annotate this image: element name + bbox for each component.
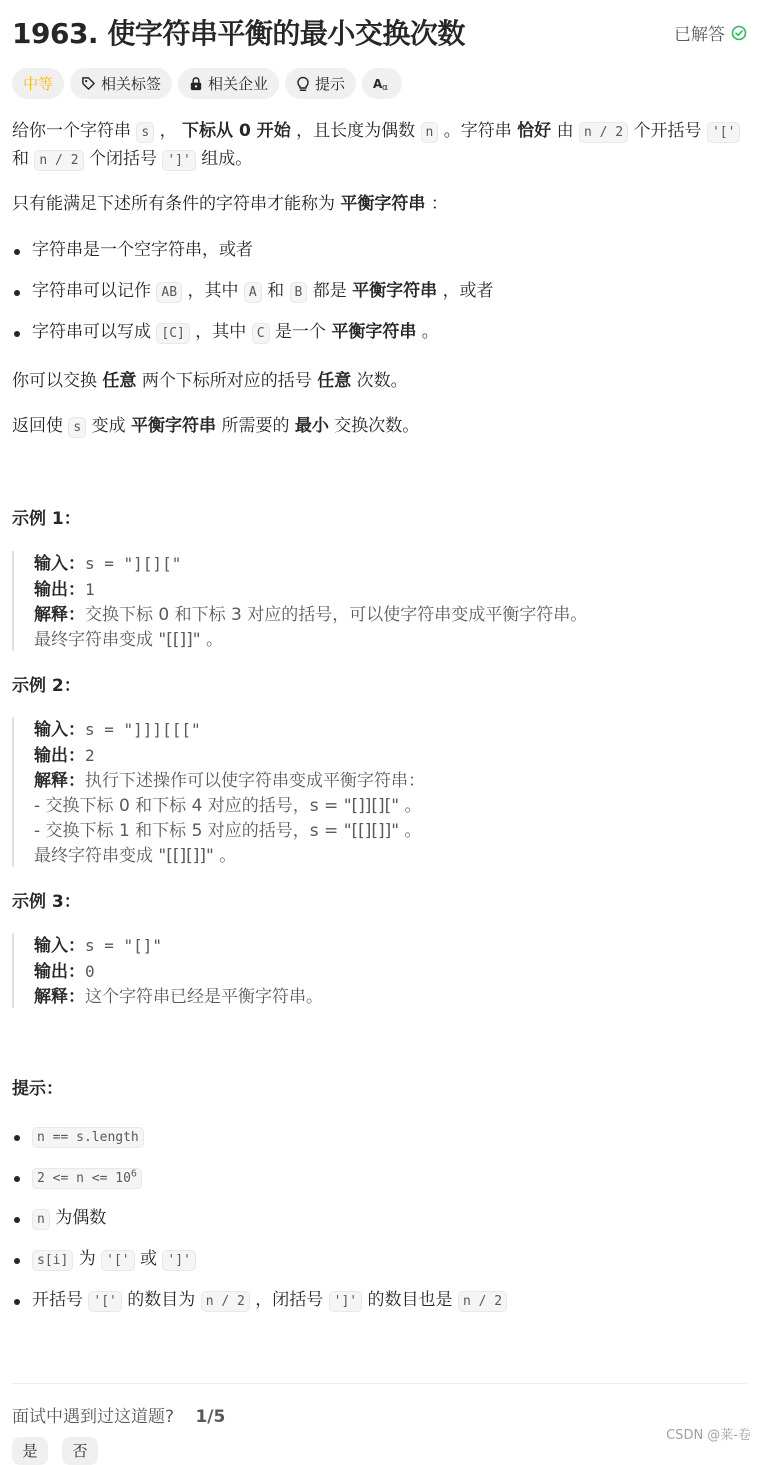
example-2-title: 示例 2： — [12, 676, 81, 696]
difficulty-label: 中等 — [23, 75, 54, 93]
lightbulb-icon — [296, 76, 310, 92]
svg-text:α: α — [382, 82, 388, 92]
translate-button[interactable] — [362, 68, 402, 99]
example-3-block: 输入：s = "[]" 输出：0 解释：这个字符串已经是平衡字符串。 — [12, 933, 747, 1008]
related-companies-button[interactable] — [178, 68, 279, 99]
translate-icon — [373, 76, 391, 92]
yes-button[interactable]: 是 — [12, 1437, 48, 1465]
example-2-block: 输入：s = "]]][[[" 输出：2 解释：执行下述操作可以使字符串变成平衡字符串： - 交换下标 0 和下标 4 对应的括号，s = "[]][][" 。 - 交换下标 1 和下标 5 对应的括号，s = "[[][]]" 。 最终字符串变成 "[[][]]" 。 — [12, 717, 747, 867]
hint-label: 提示 — [315, 75, 346, 93]
solved-label: 已解答 — [674, 25, 725, 45]
divider — [12, 1383, 747, 1384]
list-item: 字符串可以记作 AB ，其中 A 和 B 都是 平衡字符串 ，或者 — [12, 278, 747, 319]
interview-question-count: 1/5 — [195, 1407, 226, 1427]
title-row — [12, 10, 747, 54]
code-s: s — [136, 122, 154, 143]
check-circle-icon — [731, 25, 747, 41]
condition-list — [12, 237, 747, 360]
interview-question-label: 面试中遇到过这道题? — [12, 1407, 175, 1427]
list-item: 字符串可以写成 [C] ，其中 C 是一个 平衡字符串 。 — [12, 319, 747, 360]
difficulty-badge — [12, 68, 64, 99]
list-item: $2 <= n <= 10^6$ — [12, 1164, 747, 1205]
related-tags-button[interactable] — [70, 68, 172, 99]
lock-icon — [189, 76, 203, 91]
solved-status — [674, 20, 747, 45]
interview-question — [12, 1402, 225, 1427]
description-paragraph-1: 给你一个字符串 s ， 下标从 0 开始 ，且长度为偶数 n 。字符串 恰好 由 n / 2 个开括号 '[' 和 n / 2 个闭括号 ']' 组成。 — [12, 118, 747, 174]
description-paragraph-2: 只有能满足下述所有条件的字符串才能称为 平衡字符串 ： — [12, 194, 448, 214]
watermark: CSDN @莱-卷 — [666, 1428, 751, 1443]
tag-icon — [81, 76, 96, 91]
example-1-title: 示例 1： — [12, 509, 81, 529]
list-item: n 为偶数 — [12, 1205, 747, 1246]
problem-title[interactable]: 1963. 使字符串平衡的最小交换次数 — [12, 17, 465, 50]
list-item: 字符串是一个空字符串，或者 — [12, 237, 747, 278]
constraints-title: 提示： — [12, 1079, 63, 1099]
example-3-title: 示例 3： — [12, 892, 81, 912]
tag-bar — [12, 68, 402, 100]
no-button[interactable]: 否 — [62, 1437, 98, 1465]
list-item: n == s.length — [12, 1123, 747, 1164]
description-paragraph-3: 你可以交换 任意 两个下标所对应的括号 任意 次数。 — [12, 371, 408, 391]
hint-button[interactable] — [285, 68, 356, 99]
yes-no-group — [12, 1437, 98, 1465]
related-companies-label: 相关企业 — [208, 75, 269, 93]
list-item: 开括号 '[' 的数目为 n / 2 ，闭括号 ']' 的数目也是 n / 2 — [12, 1287, 747, 1328]
list-item: s[i] 为 '[' 或 ']' — [12, 1246, 747, 1287]
example-1-block: 输入：s = "][][" 输出：1 解释：交换下标 0 和下标 3 对应的括号，可以使字符串变成平衡字符串。 最终字符串变成 "[[]]" 。 — [12, 551, 747, 651]
description-paragraph-4: 返回使 s 变成 平衡字符串 所需要的 最小 交换次数。 — [12, 416, 420, 436]
constraints-list — [12, 1123, 747, 1328]
svg-text:A: A — [373, 76, 383, 91]
related-tags-label: 相关标签 — [101, 75, 162, 93]
